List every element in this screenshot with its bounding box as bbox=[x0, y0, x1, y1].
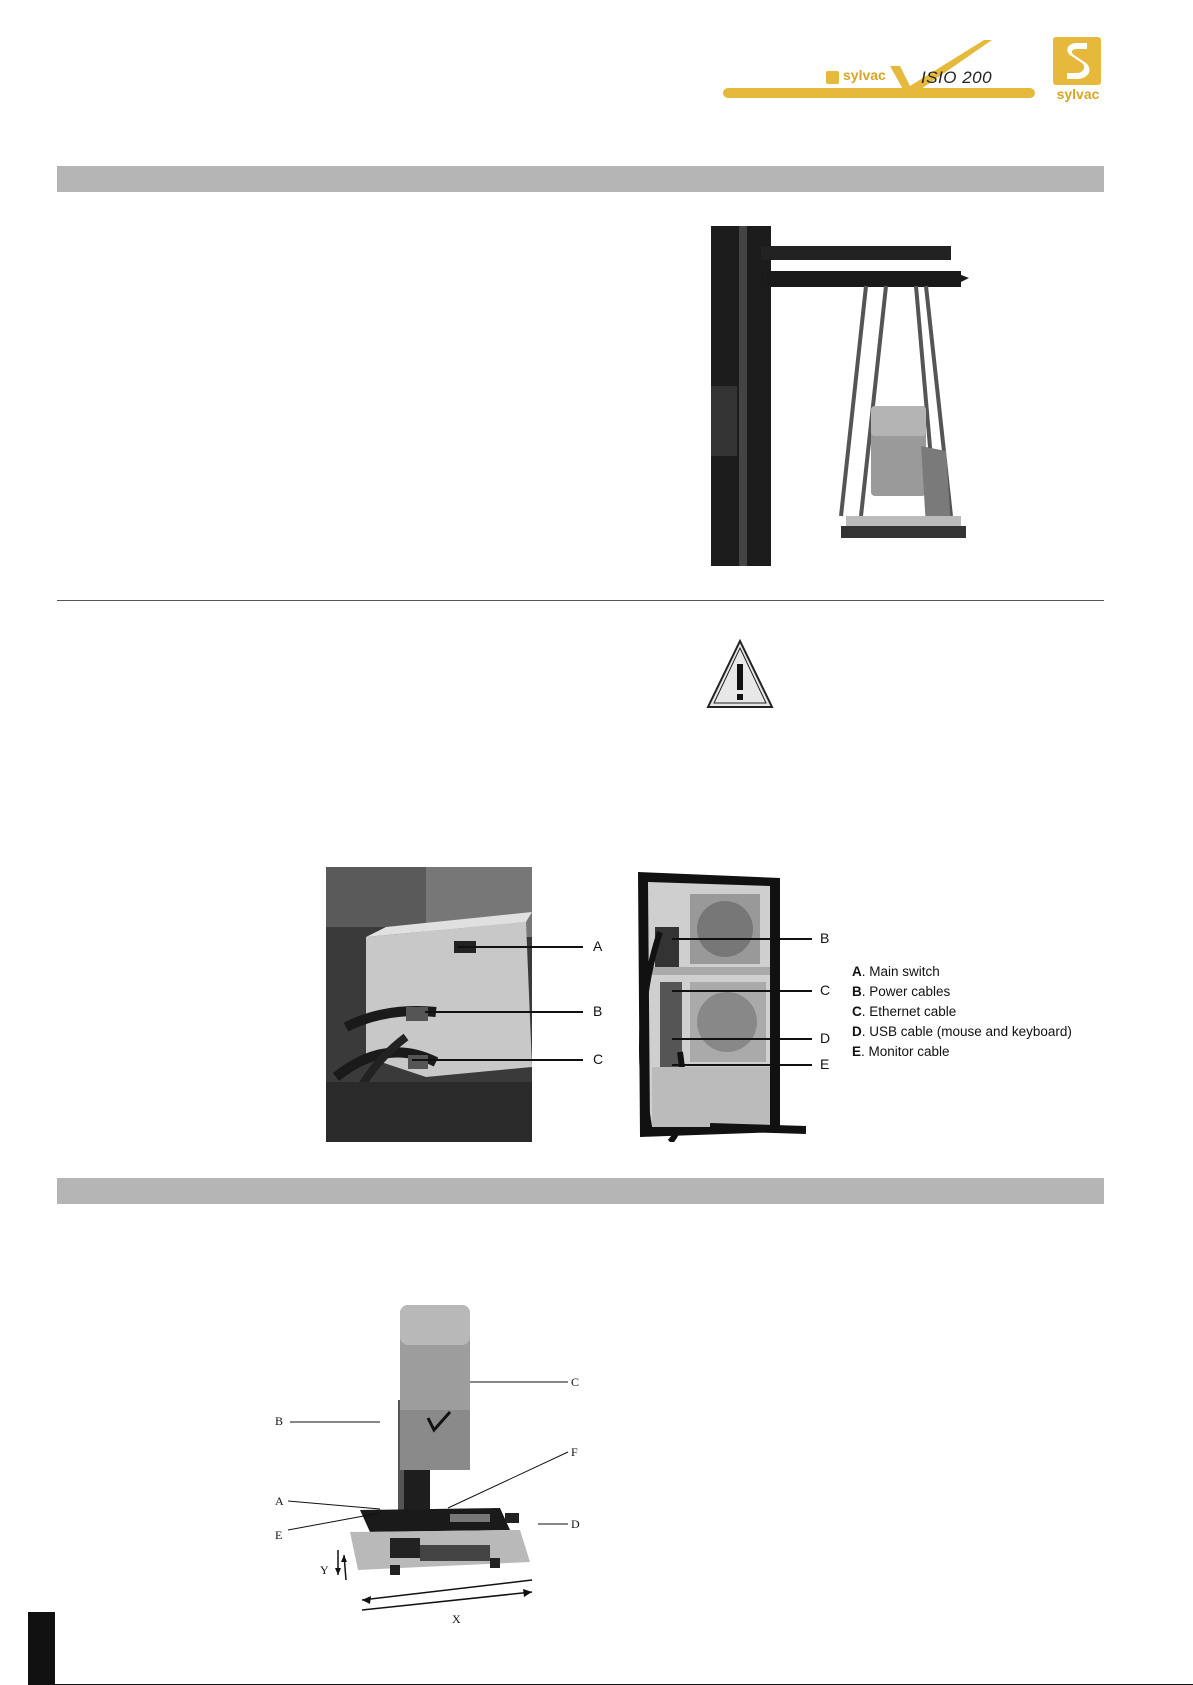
machine-label-y: Y bbox=[320, 1563, 329, 1577]
callout-line-c-pc bbox=[672, 990, 812, 992]
controller-connections-photo bbox=[326, 867, 532, 1142]
pc-rear-photo bbox=[630, 872, 806, 1142]
callout-line-a bbox=[457, 946, 583, 948]
machine-leader-lines bbox=[270, 1370, 580, 1620]
brand-small-logo-icon bbox=[826, 71, 839, 84]
callout-label-b: B bbox=[593, 1003, 603, 1019]
section-divider-rule bbox=[57, 600, 1104, 601]
callout-label-d-pc: D bbox=[820, 1030, 831, 1046]
legend-item: A. Main switch bbox=[852, 964, 940, 979]
page-edge-tab bbox=[28, 1612, 55, 1685]
machine-label-f: F bbox=[571, 1445, 578, 1459]
machine-label-b: B bbox=[275, 1414, 284, 1428]
section-header-bar-2 bbox=[57, 1178, 1104, 1204]
callout-line-b-pc bbox=[672, 938, 812, 940]
sylvac-logo-text: sylvac bbox=[1056, 86, 1100, 102]
sylvac-logo-icon bbox=[1053, 37, 1101, 85]
callout-line-b bbox=[425, 1011, 583, 1013]
machine-label-d: D bbox=[571, 1517, 580, 1531]
brand-product-name: ISIO 200 bbox=[921, 68, 993, 87]
warning-triangle-icon bbox=[705, 638, 775, 710]
callout-label-a: A bbox=[593, 938, 603, 954]
callout-label-e-pc: E bbox=[820, 1056, 830, 1072]
section-header-bar-1 bbox=[57, 166, 1104, 192]
callout-line-d-pc bbox=[672, 1038, 812, 1040]
connections-legend bbox=[852, 962, 1072, 1062]
machine-label-e: E bbox=[275, 1528, 283, 1542]
brand-small-text: sylvac bbox=[843, 67, 886, 83]
callout-label-c-pc: C bbox=[820, 982, 831, 998]
machine-label-c: C bbox=[571, 1375, 580, 1389]
lifting-photo bbox=[711, 226, 976, 566]
callout-line-e-pc bbox=[672, 1064, 812, 1066]
callout-label-c: C bbox=[593, 1051, 604, 1067]
callout-label-b-pc: B bbox=[820, 930, 830, 946]
legend-item: E. Monitor cable bbox=[852, 1044, 950, 1059]
legend-item: C. Ethernet cable bbox=[852, 1004, 957, 1019]
machine-label-x: X bbox=[452, 1612, 461, 1626]
legend-item: B. Power cables bbox=[852, 984, 951, 999]
callout-line-c bbox=[412, 1059, 583, 1061]
legend-item: D. USB cable (mouse and keyboard) bbox=[852, 1024, 1072, 1039]
machine-label-a: A bbox=[275, 1494, 284, 1508]
